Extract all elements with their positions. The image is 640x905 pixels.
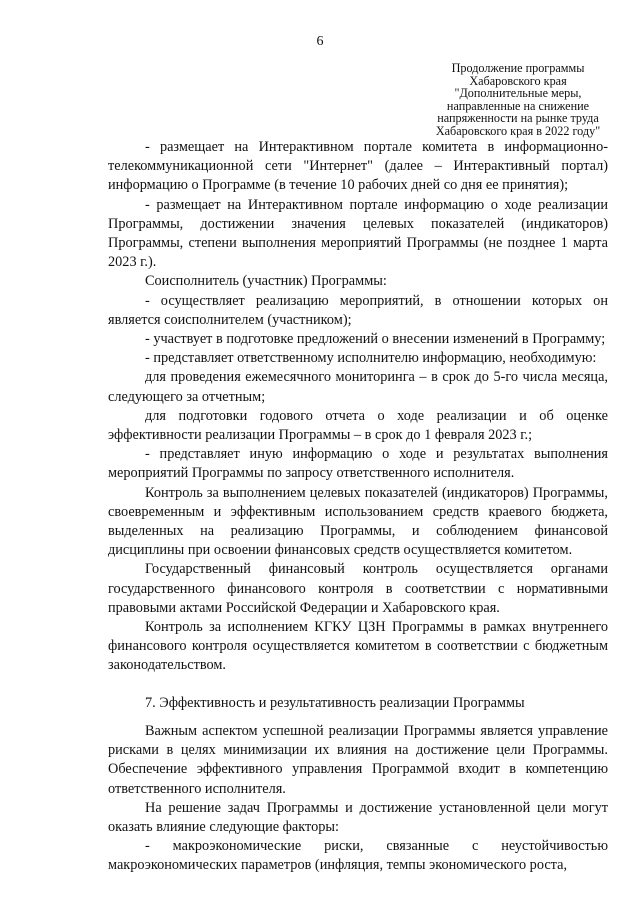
paragraph: На решение задач Программы и достижение установленной цели могут оказать влияние следующие факторы:	[108, 799, 608, 835]
paragraph: Контроль за исполнением КГКУ ЦЗН Программы в рамках внутреннего финансового контроля осуществляется комитетом в соответствии с бюджетным законодательством.	[108, 619, 608, 674]
paragraph: Важным аспектом успешной реализации Программы является управление рисками в целях минимизации их влияния на достижение цели Программы. Обеспечение эффективного управления Программой входит в компетенцию ответственного исполнителя.	[108, 722, 608, 797]
paragraph: - размещает на Интерактивном портале комитета в информационно-телекоммуникационной сети "Интернет" (далее – Интерактивный портал) информацию о Программе (в течение 10 рабочих дней со дня ее принятия);	[108, 139, 608, 194]
header-line: направленные на снижение	[446, 98, 590, 113]
paragraph: для проведения ежемесячного мониторинга – в срок до 5-го числа месяца, следующего за отчетным;	[108, 369, 608, 405]
header-line: напряженности на рынке труда	[437, 111, 599, 126]
paragraph: для подготовки годового отчета о ходе реализации и об оценке эффективности реализации Программы – в срок до 1 февраля 2023 г.;	[108, 407, 608, 444]
paragraph: - представляет ответственному исполнителю информацию, необходимую:	[145, 350, 597, 367]
paragraph: - представляет иную информацию о ходе и результатах выполнения мероприятий Программы по запросу ответственного исполнителя.	[108, 446, 608, 482]
header-line: Хабаровского края	[469, 73, 567, 88]
paragraph: - размещает на Интерактивном портале информацию о ходе реализации Программы, достижении значения целевых показателей (индикаторов) Программы, степени выполнения мероприятий Программы (не позднее 1 марта 2023 г.).	[108, 196, 608, 271]
paragraph: Соисполнитель (участник) Программы:	[145, 273, 387, 290]
header-line: "Дополнительные меры,	[454, 86, 582, 101]
document-body	[108, 138, 608, 876]
paragraph: - осуществляет реализацию мероприятий, в отношении которых он является соисполнителем (участником);	[108, 292, 608, 328]
section-heading: 7. Эффективность и результативность реализации Программы	[145, 694, 525, 711]
paragraph: - участвует в подготовке предложений о внесении изменений в Программу;	[145, 331, 606, 348]
page-number: 6	[316, 34, 324, 49]
document-header	[418, 62, 618, 138]
paragraph: Государственный финансовый контроль осуществляется органами государственного финансового контроля в соответствии с нормативными правовыми актами Российской Федерации и Хабаровского края.	[108, 561, 608, 616]
header-line: Продолжение программы	[451, 61, 585, 75]
paragraph: - макроэкономические риски, связанные с неустойчивостью макроэкономических параметров (инфляция, темпы экономического роста,	[108, 838, 608, 874]
header-line: Хабаровского края в 2022 году"	[435, 123, 601, 138]
paragraph: Контроль за выполнением целевых показателей (индикаторов) Программы, своевременным и эффективным использованием средств краевого бюджета, выделенных на реализацию Программы, и соблюдением финансовой дисциплины при освоении финансовых средств осуществляется комитетом.	[108, 484, 608, 559]
